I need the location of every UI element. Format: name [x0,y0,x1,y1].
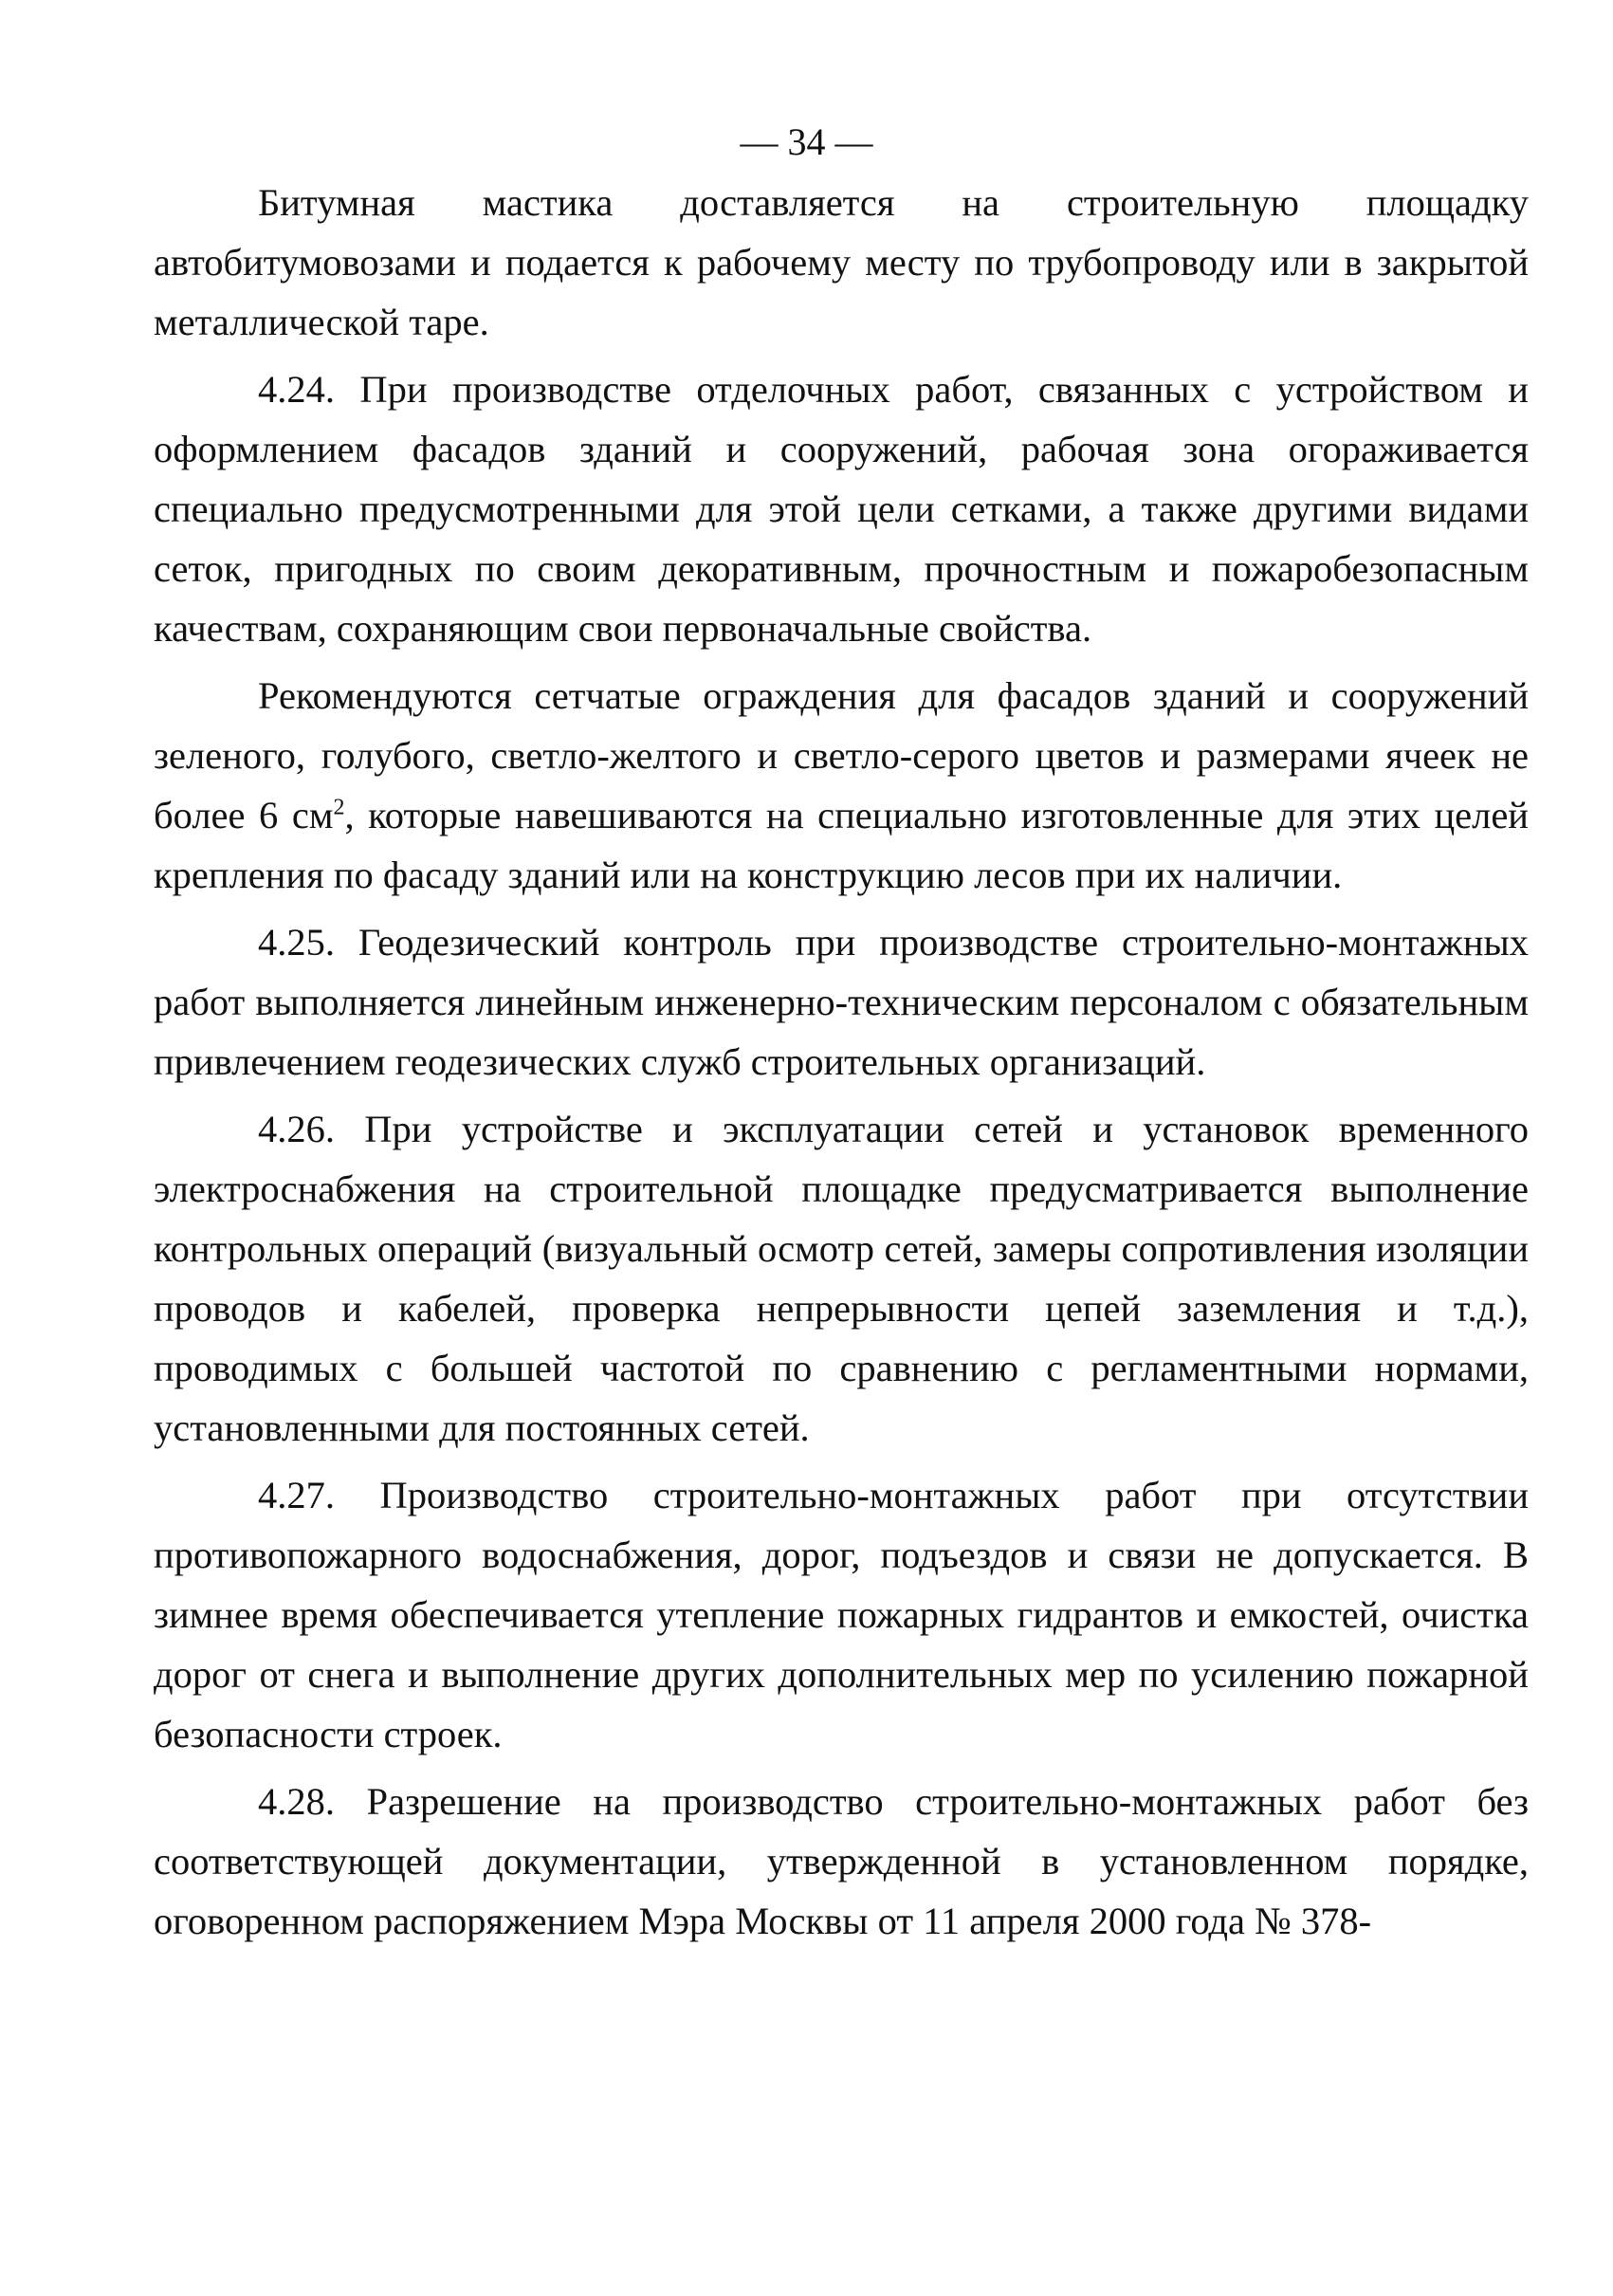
mesh-superscript: 2 [333,795,345,820]
paragraph-bitumen: Битумная мастика доставляется на строительную площадку автобитумовозами и подается к рабочему месту по трубопроводу или в закрытой металлической таре. [154,181,1529,343]
paragraph-4-24: 4.24. При производстве отделочных работ, связанных с устройством и оформлением фасадов зданий и сооружений, рабочая зона огораживается специально предусмотренными для этой цели сетками, а также другими видами сеток, пригодных по своим декоративным, прочностным и пожаробезопасным качествам, сохраняющим свои первоначальные свойства. [154,368,1529,650]
body-text [154,173,1529,1958]
mesh-text-before: Рекомендуются сетчатые ограждения для фасадов зданий и сооружений зеленого, голубого, светло-желтого и светло-серого цветов и размерами ячеек не более 6 см [154,674,1529,836]
paragraph-mesh-recommendation [154,666,1529,905]
paragraph-4-26: 4.26. При устройстве и эксплуатации сетей и установок временного электроснабжения на строительной площадке предусматривается выполнение контрольных операций (визуальный осмотр сетей, замеры сопротивления изоляции проводов и кабелей, проверка непрерывности цепей заземления и т.д.), проводимых с большей частотой по сравнению с регламентными нормами, установленными для постоянных сетей. [154,1108,1529,1449]
paragraph-4-28: 4.28. Разрешение на производство строительно-монтажных работ без соответствующей документации, утвержденной в установленном порядке, оговоренном распоряжением Мэра Москвы от 11 апреля 2000 года № 378- [154,1780,1529,1942]
mesh-text-after: , которые навешиваются на специально изготовленные для этих целей крепления по фасаду зданий или на конструкцию лесов при их наличии. [154,794,1529,896]
paragraph-4-25: 4.25. Геодезический контроль при производстве строительно-монтажных работ выполняется линейным инженерно-техническим персоналом с обязательным привлечением геодезических служб строительных организаций. [154,921,1529,1083]
paragraph-4-27: 4.27. Производство строительно-монтажных работ при отсутствии противопожарного водоснабжения, дорог, подъездов и связи не допускается. В зимнее время обеспечивается утепление пожарных гидрантов и емкостей, очистка дорог от снега и выполнение других дополнительных мер по усилению пожарной безопасности строек. [154,1474,1529,1755]
page-number: — 34 — [740,120,873,163]
